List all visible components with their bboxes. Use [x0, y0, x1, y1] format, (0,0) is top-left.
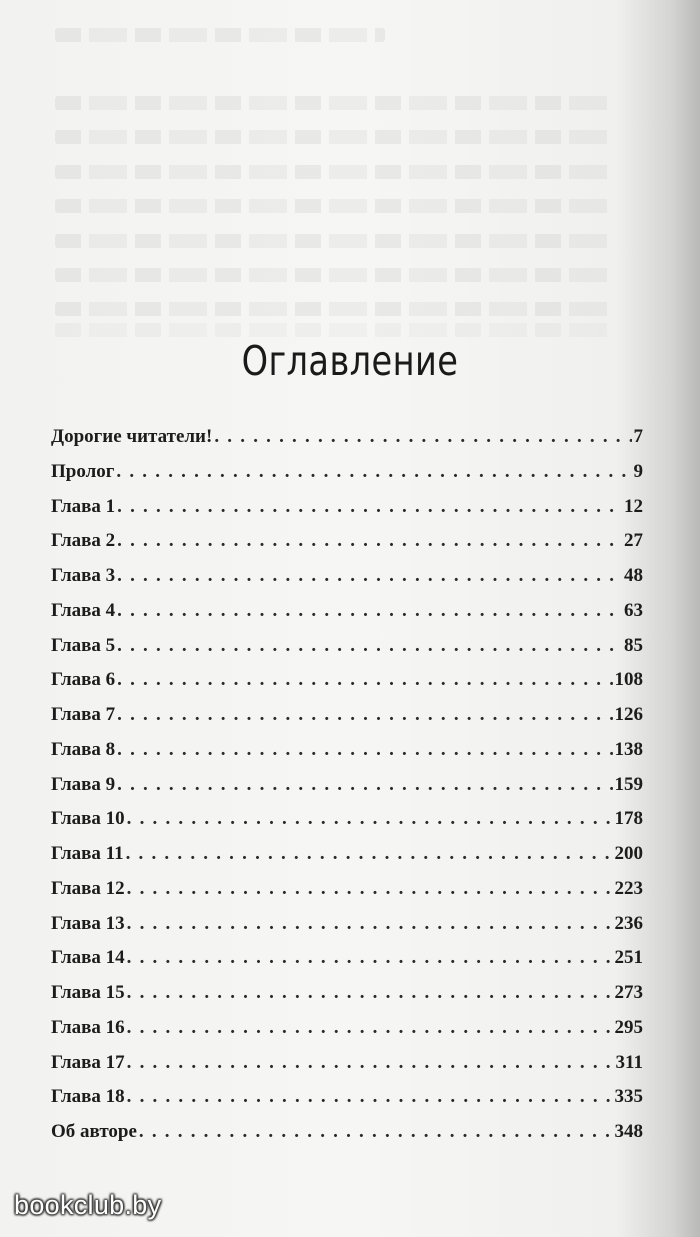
toc-entry-page-number: 9: [633, 460, 643, 482]
toc-entry-page-number: 63: [624, 599, 643, 621]
toc-entry-label: Глава 13: [51, 912, 125, 934]
toc-entry: [51, 629, 643, 664]
toc-entry-page-number: 126: [614, 704, 643, 725]
toc-entry: [51, 802, 643, 837]
toc-dot-leader: [117, 698, 612, 733]
toc-entry-page-number: 178: [614, 808, 643, 830]
toc-dot-leader: [117, 629, 622, 664]
toc-entry-page-number: 295: [614, 1016, 643, 1038]
toc-dot-leader: [117, 768, 612, 803]
toc-entry-page-number: 7: [633, 426, 643, 447]
toc-dot-leader: [117, 594, 622, 629]
toc-entry-label: Глава 12: [51, 877, 125, 899]
page-title: Оглавление: [241, 337, 459, 386]
toc-dot-leader: [117, 733, 612, 768]
toc-entry: [51, 837, 643, 872]
toc-dot-leader: [127, 1011, 613, 1046]
toc-entry-page-number: 200: [614, 843, 643, 864]
toc-entry-label: Глава 2: [51, 530, 116, 552]
toc-entry-page-number: 348: [614, 1121, 643, 1142]
toc-dot-leader: [117, 524, 622, 559]
toc-entry-page-number: 108: [614, 669, 643, 691]
toc-entry-label: Глава 4: [51, 599, 116, 621]
toc-entry-label: Дорогие читатели!: [51, 426, 213, 447]
table-of-contents: [51, 420, 643, 1150]
toc-entry: [51, 698, 643, 733]
toc-entry-page-number: 311: [615, 1051, 643, 1073]
toc-entry-label: Об авторе: [51, 1121, 137, 1142]
toc-entry-page-number: 251: [614, 947, 643, 969]
toc-entry-label: Глава 1: [51, 495, 116, 517]
toc-entry-page-number: 138: [614, 738, 643, 760]
toc-entry: [51, 1115, 643, 1150]
toc-dot-leader: [214, 420, 631, 455]
toc-entry-label: Глава 9: [51, 773, 116, 795]
toc-entry: [51, 420, 643, 455]
toc-dot-leader: [116, 455, 631, 490]
toc-entry-label: Глава 3: [51, 565, 116, 586]
toc-dot-leader: [127, 907, 613, 942]
toc-entry: [51, 941, 643, 976]
toc-entry-label: Глава 17: [51, 1051, 125, 1073]
toc-entry: [51, 768, 643, 803]
toc-entry-label: Глава 5: [51, 634, 116, 656]
toc-entry: [51, 1046, 643, 1081]
watermark-logo: bookclub.by: [14, 1190, 162, 1220]
toc-dot-leader: [127, 802, 613, 837]
toc-entry-label: Глава 15: [51, 982, 125, 1003]
toc-dot-leader: [117, 490, 622, 525]
toc-entry-page-number: 335: [614, 1086, 643, 1108]
toc-entry: [51, 733, 643, 768]
toc-dot-leader: [117, 559, 622, 594]
toc-entry: [51, 1080, 643, 1115]
toc-entry-page-number: 48: [624, 565, 643, 586]
toc-entry: [51, 524, 643, 559]
toc-entry-page-number: 273: [614, 982, 643, 1003]
toc-entry-label: Глава 11: [51, 843, 124, 864]
toc-entry-label: Глава 18: [51, 1086, 125, 1108]
toc-entry-label: Пролог: [51, 460, 115, 482]
toc-dot-leader: [127, 1080, 613, 1115]
toc-entry-page-number: 159: [614, 773, 643, 795]
toc-entry: [51, 872, 643, 907]
toc-entry-label: Глава 6: [51, 669, 116, 691]
toc-dot-leader: [117, 663, 612, 698]
toc-entry: [51, 490, 643, 525]
toc-dot-leader: [126, 837, 613, 872]
toc-entry: [51, 663, 643, 698]
toc-entry: [51, 455, 643, 490]
toc-entry-page-number: 12: [624, 495, 643, 517]
toc-entry: [51, 1011, 643, 1046]
toc-entry-page-number: 223: [614, 877, 643, 899]
toc-entry-page-number: 85: [624, 634, 643, 656]
toc-dot-leader: [127, 976, 613, 1011]
toc-entry-label: Глава 16: [51, 1016, 125, 1038]
toc-dot-leader: [127, 1046, 614, 1081]
toc-entry: [51, 976, 643, 1011]
toc-entry-label: Глава 7: [51, 704, 116, 725]
toc-entry-page-number: 236: [614, 912, 643, 934]
toc-entry: [51, 907, 643, 942]
toc-entry-page-number: 27: [624, 530, 643, 552]
toc-dot-leader: [127, 872, 613, 907]
toc-dot-leader: [139, 1115, 613, 1150]
toc-entry: [51, 594, 643, 629]
toc-entry-label: Глава 14: [51, 947, 125, 969]
toc-entry: [51, 559, 643, 594]
toc-entry-label: Глава 10: [51, 808, 125, 830]
toc-entry-label: Глава 8: [51, 738, 116, 760]
toc-dot-leader: [127, 941, 613, 976]
